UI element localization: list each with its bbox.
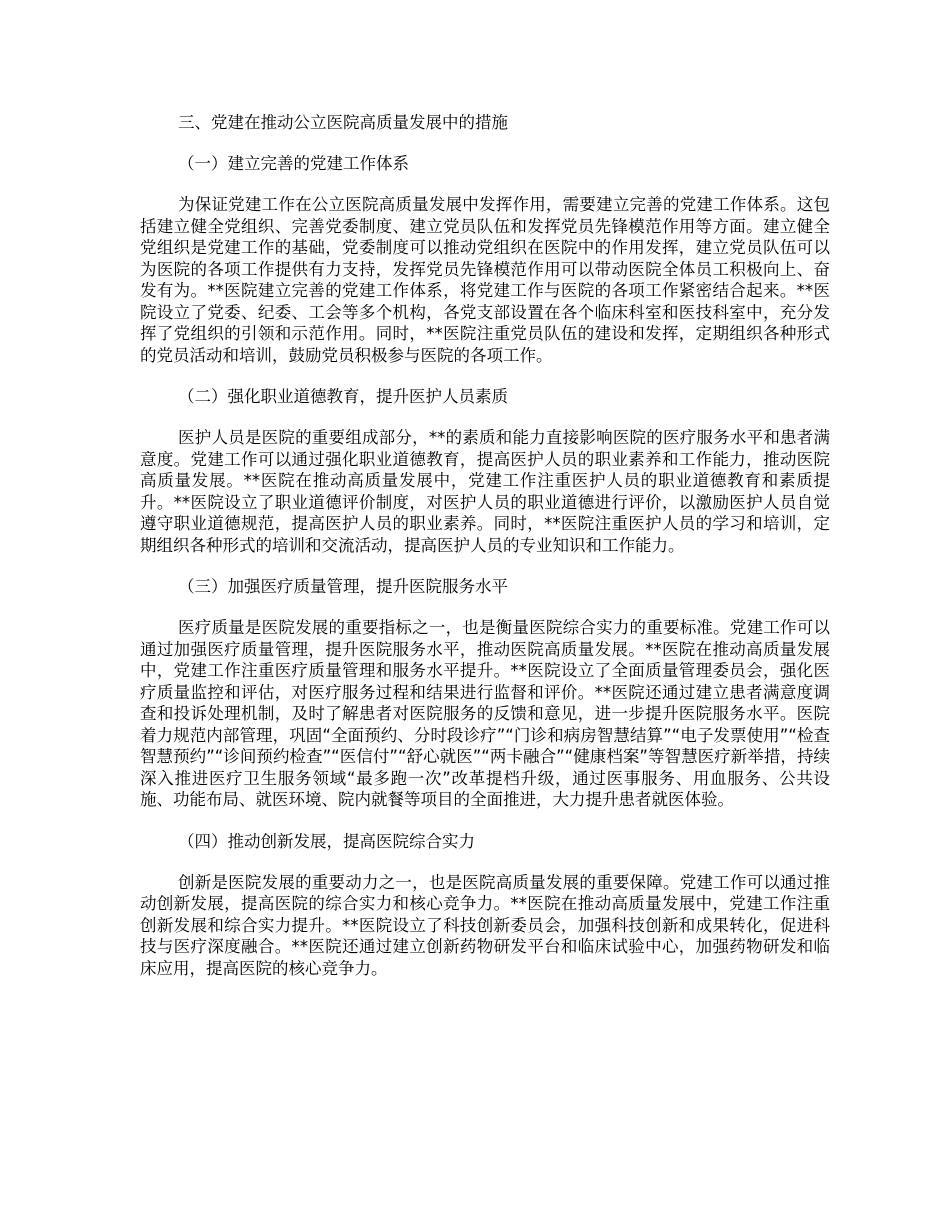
section-heading-2: （二）强化职业道德教育，提升医护人员素质 bbox=[178, 387, 508, 406]
section-body-1: 为保证党建工作在公立医院高质量发展中发挥作用，需要建立完善的党建工作体系。这包括建立健全党组织、完善党委制度、建立党员队伍和发挥党员先锋模范作用等方面。建立健全党组织是党建工作的基础，党委制度可以推动党组织在医院中的作用发挥，建立党员队伍可以为医院的各项工作提供有力支持，发挥党员先锋模范作用可以带动医院全体员工积极向上、奋发有为。**医院建立完善的党建工作体系，将党建工作与医院的各项工作紧密结合起来。**医院设立了党委、纪委、工会等多个机构，各党支部设置在各个临床科室和医技科室中，充分发挥了党组织的引领和示范作用。同时，**医院注重党员队伍的建设和发挥，定期组织各种形式的党员活动和培训，鼓励党员积极参与医院的各项工作。 bbox=[140, 195, 830, 365]
section-heading-1: （一）建立完善的党建工作体系 bbox=[178, 154, 409, 173]
document-title: 三、党建在推动公立医院高质量发展中的措施 bbox=[178, 113, 508, 132]
section-body-2: 医护人员是医院的重要组成部分，**的素质和能力直接影响医院的医疗服务水平和患者满意度。党建工作可以通过强化职业道德教育，提高医护人员的职业素养和工作能力，推动医院高质量发展。**医院在推动高质量发展中，党建工作注重医护人员的职业道德教育和素质提升。**医院设立了职业道德评价制度，对医护人员的职业道德进行评价，以激励医护人员自觉遵守职业道德规范，提高医护人员的职业素养。同时，**医院注重医护人员的学习和培训，定期组织各种形式的培训和交流活动，提高医护人员的专业知识和工作能力。 bbox=[140, 428, 830, 555]
section-heading-3: （三）加强医疗质量管理，提升医院服务水平 bbox=[178, 577, 508, 596]
document-page bbox=[140, 112, 830, 979]
section-body-3: 医疗质量是医院发展的重要指标之一，也是衡量医院综合实力的重要标准。党建工作可以通过加强医疗质量管理，提升医院服务水平，推动医院高质量发展。**医院在推动高质量发展中，党建工作注重医疗质量管理和服务水平提升。**医院设立了全面质量管理委员会，强化医疗质量监控和评估，对医疗服务过程和结果进行监督和评价。**医院还通过建立患者满意度调查和投诉处理机制，及时了解患者对医院服务的反馈和意见，进一步提升医院服务水平。医院着力规范内部管理，巩固“全面预约、分时段诊疗”“门诊和病房智慧结算”“电子发票使用”“检查智慧预约”“诊间预约检查”“医信付”“舒心就医”“两卡融合”“健康档案”等智慧医疗新举措，持续深入推进医疗卫生服务领域“最多跑一次”改革提档升级，通过医事服务、用血服务、公共设施、功能布局、就医环境、院内就餐等项目的全面推进，大力提升患者就医体验。 bbox=[140, 618, 830, 809]
section-body-4: 创新是医院发展的重要动力之一，也是医院高质量发展的重要保障。党建工作可以通过推动创新发展，提高医院的综合实力和核心竞争力。**医院在推动高质量发展中，党建工作注重创新发展和综合实力提升。**医院设立了科技创新委员会，加强科技创新和成果转化，促进科技与医疗深度融合。**医院还通过建立创新药物研发平台和临床试验中心，加强药物研发和临床应用，提高医院的核心竞争力。 bbox=[140, 872, 830, 978]
section-heading-4: （四）推动创新发展，提高医院综合实力 bbox=[178, 831, 475, 851]
